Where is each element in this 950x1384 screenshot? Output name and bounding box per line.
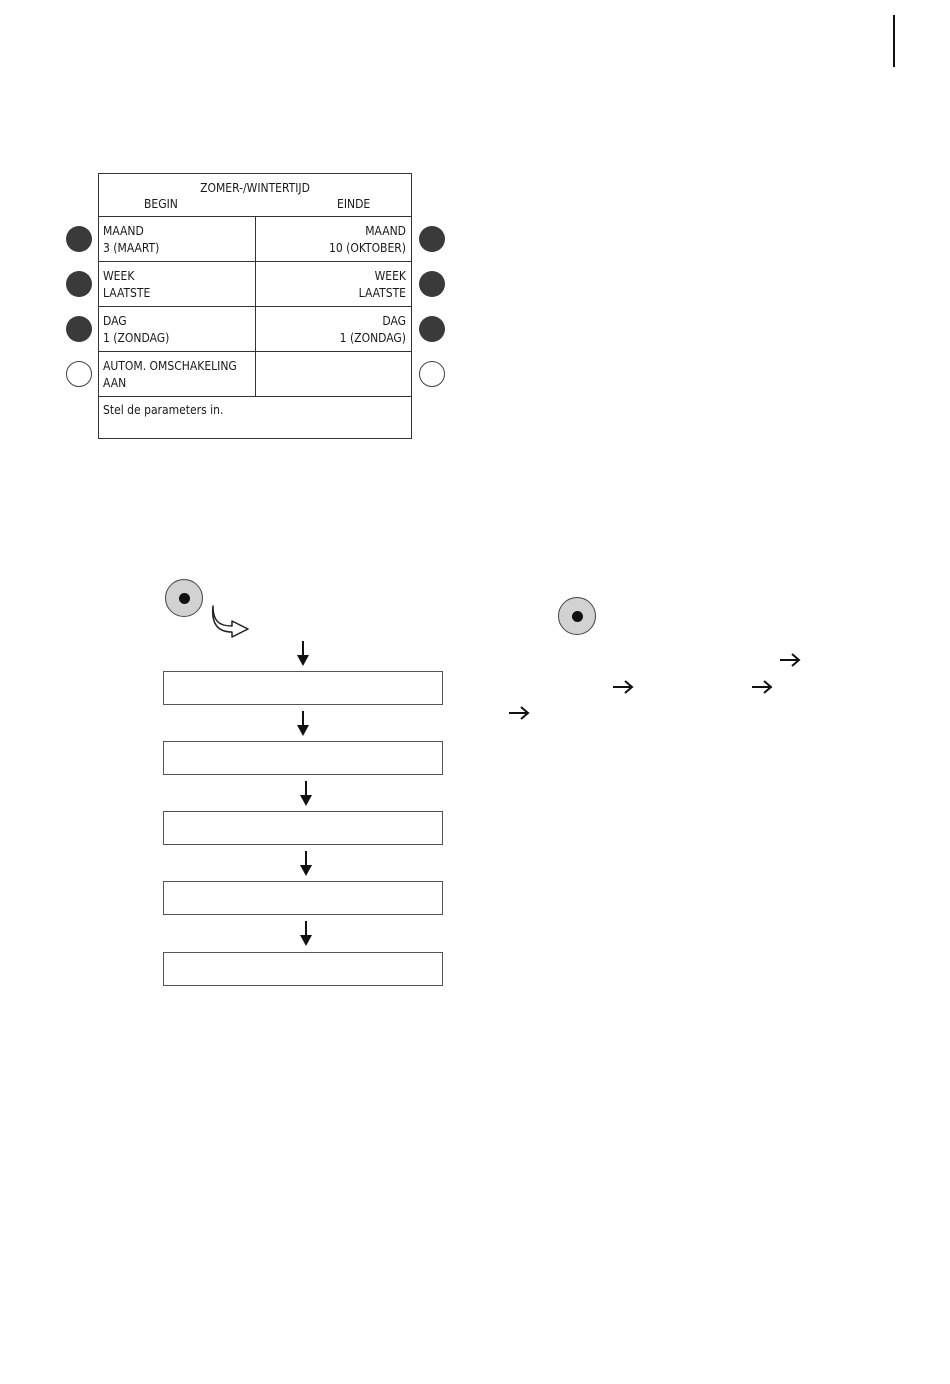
softkey-left-2-icon[interactable] <box>66 271 92 297</box>
down-arrow-icon <box>299 921 313 947</box>
display-header <box>99 174 411 217</box>
right-arrow-icon <box>612 680 634 694</box>
page-edge-marker <box>893 15 895 67</box>
display-screen <box>98 173 412 439</box>
flow-step-5 <box>163 952 443 986</box>
begin-day-cell <box>99 307 256 351</box>
softkey-left-3-icon[interactable] <box>66 316 92 342</box>
begin-month-value: 3 (MAART) <box>103 241 160 255</box>
week-row <box>99 262 411 307</box>
softkey-right-2-icon[interactable] <box>419 271 445 297</box>
softkey-left-1-icon[interactable] <box>66 226 92 252</box>
end-day-cell <box>256 307 412 351</box>
right-arrow-icon <box>779 653 801 667</box>
empty-right-cell <box>256 352 412 396</box>
softkey-right-4-icon[interactable] <box>419 361 445 387</box>
begin-label: BEGIN <box>144 197 178 211</box>
begin-week-value: LAATSTE <box>103 286 151 300</box>
begin-day-value: 1 (ZONDAG) <box>103 331 170 345</box>
down-arrow-icon <box>299 851 313 877</box>
begin-day-label: DAG <box>103 314 127 328</box>
right-arrow-icon <box>508 706 530 720</box>
end-month-cell <box>256 217 412 261</box>
end-label: EINDE <box>337 197 371 211</box>
end-month-label: MAAND <box>365 224 406 238</box>
end-day-value: 1 (ZONDAG) <box>339 331 406 345</box>
softkey-left-4-icon[interactable] <box>66 361 92 387</box>
end-week-cell <box>256 262 412 306</box>
end-week-value: LAATSTE <box>358 286 406 300</box>
control-knob-icon[interactable] <box>165 579 203 617</box>
turn-arrow-icon <box>210 604 252 638</box>
auto-switch-row <box>99 352 411 397</box>
control-knob-icon-2[interactable] <box>558 597 596 635</box>
begin-week-label: WEEK <box>103 269 135 283</box>
softkey-right-3-icon[interactable] <box>419 316 445 342</box>
auto-switch-label: AUTOM. OMSCHAKELING <box>103 359 237 373</box>
down-arrow-icon <box>296 641 310 667</box>
right-arrow-icon <box>751 680 773 694</box>
down-arrow-icon <box>299 781 313 807</box>
status-message: Stel de parameters in. <box>103 403 224 417</box>
begin-month-cell <box>99 217 256 261</box>
month-row <box>99 217 411 262</box>
flow-step-3 <box>163 811 443 845</box>
auto-switch-cell <box>99 352 256 396</box>
end-month-value: 10 (OKTOBER) <box>328 241 406 255</box>
flow-step-2 <box>163 741 443 775</box>
flow-step-1 <box>163 671 443 705</box>
day-row <box>99 307 411 352</box>
begin-week-cell <box>99 262 256 306</box>
end-day-label: DAG <box>382 314 406 328</box>
auto-switch-value: AAN <box>103 376 127 390</box>
display-title: ZOMER-/WINTERTIJD <box>200 181 310 195</box>
softkey-right-1-icon[interactable] <box>419 226 445 252</box>
end-week-label: WEEK <box>374 269 406 283</box>
begin-month-label: MAAND <box>103 224 144 238</box>
down-arrow-icon <box>296 711 310 737</box>
flow-step-4 <box>163 881 443 915</box>
